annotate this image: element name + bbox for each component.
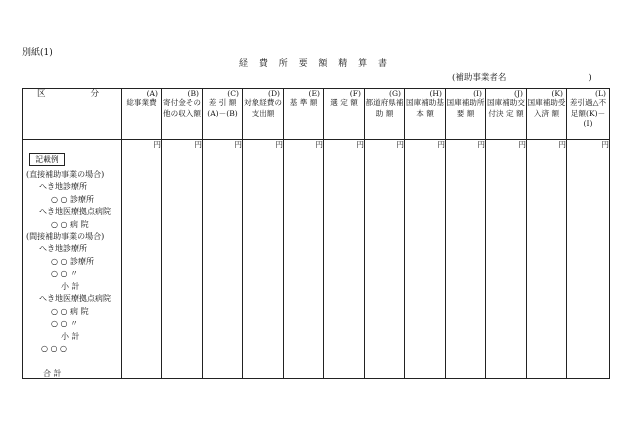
row-label: (間接補助事業の場合) [26, 232, 105, 241]
col-header-j [486, 89, 527, 140]
col-label: 国庫補助基 本 額 [406, 98, 444, 118]
col-header-f [324, 89, 365, 140]
unit-cell-b: 円 [162, 140, 203, 379]
row-label: ○ ○ ○ [41, 344, 68, 353]
col-code: (I) [473, 89, 482, 98]
col-header-l [567, 89, 610, 140]
form-id-label: 別紙(1) [22, 48, 53, 58]
col-header-d [243, 89, 284, 140]
row-label: (直接補助事業の場合) [26, 170, 105, 179]
row-label: 小 計 [61, 332, 80, 341]
col-label: 都道府県補 助 額 [365, 98, 404, 118]
unit-cell-l: 円 [567, 140, 610, 379]
kubun-header-right: 分 [90, 89, 99, 99]
unit-cell-f: 円 [324, 140, 365, 379]
unit-cell-c: 円 [203, 140, 243, 379]
kubun-header [23, 89, 122, 140]
recipient-label: (補助事業者名 [452, 73, 507, 83]
row-label: ○ ○ 病 院 [51, 307, 89, 316]
col-label: 国庫補助所 要 額 [446, 98, 485, 118]
unit-cell-k: 円 [527, 140, 567, 379]
row-label: へき地医療拠点病院 [39, 207, 111, 216]
col-label: 国庫補助交 付決 定 額 [487, 98, 525, 118]
row-label: ○ ○ 〃 [51, 269, 79, 278]
col-header-a [122, 89, 162, 140]
row-label: へき地診療所 [39, 182, 87, 191]
col-label: 対象経費の支出額 [244, 98, 282, 118]
recipient-close-paren: ) [588, 73, 592, 83]
row-label: 小 計 [61, 282, 80, 291]
col-label: 選 定 額 [330, 98, 358, 107]
body-row [23, 140, 610, 379]
col-header-k [527, 89, 567, 140]
settlement-table [22, 88, 610, 379]
col-code: (B) [187, 89, 199, 98]
col-code: (J) [514, 89, 523, 98]
col-code: (E) [308, 89, 320, 98]
row-label: へき地医療拠点病院 [39, 294, 111, 303]
col-header-h [405, 89, 446, 140]
recipient-name-line [452, 71, 592, 83]
row-label: ○ ○ 診療所 [51, 195, 95, 204]
col-code: (A) [146, 89, 158, 98]
unit-cell-a: 円 [122, 140, 162, 379]
page-title: 経 費 所 要 額 精 算 書 [238, 59, 392, 69]
unit-cell-e: 円 [284, 140, 324, 379]
row-label-total: 合 計 [43, 369, 62, 378]
col-label: 寄付金その他の収入額 [163, 98, 201, 118]
col-label: 国庫補助受 入済 額 [527, 98, 566, 118]
col-code: (L) [595, 89, 606, 98]
row-label: へき地診療所 [39, 244, 87, 253]
col-header-b [162, 89, 203, 140]
unit-cell-h: 円 [405, 140, 446, 379]
col-label: 差引過△不足額(K)－(I) [569, 98, 607, 128]
unit-cell-g: 円 [365, 140, 405, 379]
kisairei-box: 記載例 [29, 153, 65, 166]
unit-cell-d: 円 [243, 140, 284, 379]
col-header-c [203, 89, 243, 140]
unit-cell-i: 円 [446, 140, 486, 379]
row-label: ○ ○ 病 院 [51, 220, 89, 229]
col-header-i [446, 89, 486, 140]
col-header-g [365, 89, 405, 140]
col-header-e [284, 89, 324, 140]
row-label: ○ ○ 〃 [51, 319, 79, 328]
col-code: (K) [551, 89, 563, 98]
col-code: (D) [267, 89, 280, 98]
col-code: (G) [389, 89, 401, 98]
col-label: 差 引 額 (A)－(B) [207, 98, 238, 118]
kubun-header-left: 区 [37, 89, 46, 99]
col-code: (F) [349, 89, 361, 98]
header-row [23, 89, 610, 140]
kubun-body-cell [23, 140, 122, 379]
row-label: ○ ○ 診療所 [51, 257, 95, 266]
unit-cell-j: 円 [486, 140, 527, 379]
col-label: 総事業費 [126, 98, 157, 107]
col-code: (H) [429, 89, 442, 98]
col-code: (C) [227, 89, 239, 98]
col-label: 基 準 額 [289, 98, 318, 107]
